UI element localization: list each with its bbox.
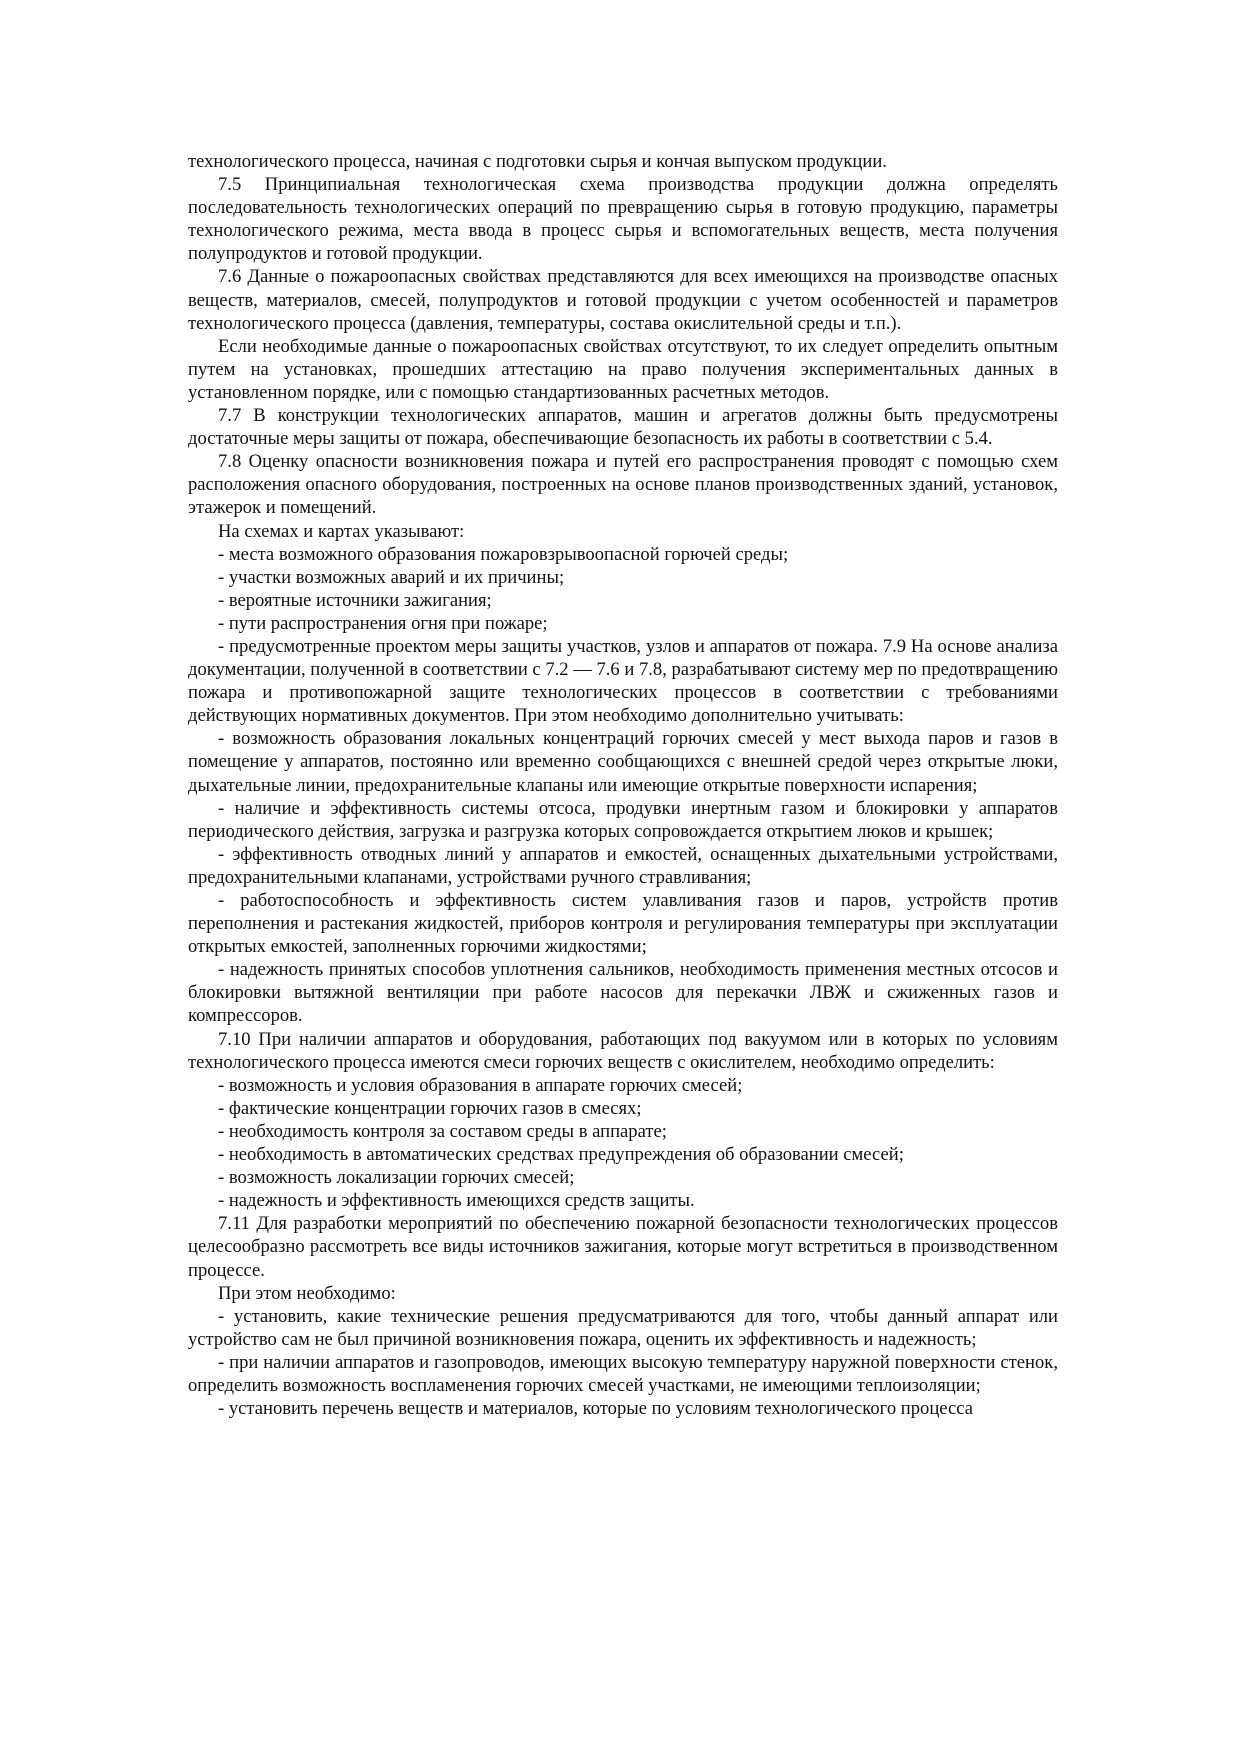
list-item: - вероятные источники зажигания;	[218, 589, 492, 611]
paragraph-necessary-intro: При этом необходимо:	[218, 1282, 396, 1304]
paragraph-7-11: 7.11 Для разработки мероприятий по обеспечению пожарной безопасности технологических процессов целесообразно рассмотреть все виды источников зажигания, которые могут встретиться в производственном процессе.	[188, 1213, 1058, 1281]
list-item: - фактические концентрации горючих газов в смесях;	[218, 1097, 642, 1119]
list-item: - установить, какие технические решения предусматриваются для того, чтобы данный аппарат или устройство сам не был причиной возникновения пожара, оценить их эффективность и надежность;	[188, 1305, 1058, 1350]
paragraph-7-8: 7.8 Оценку опасности возникновения пожара и путей его распространения проводят с помощью схем расположения опасного оборудования, построенных на основе планов производственных зданий, установок, этажерок и помещений.	[188, 451, 1058, 519]
document-page	[188, 150, 1058, 1420]
list-item: - возможность и условия образования в аппарате горючих смесей;	[218, 1074, 743, 1096]
list-item: - установить перечень веществ и материалов, которые по условиям технологического процесса	[218, 1398, 973, 1420]
paragraph-continuation: технологического процесса, начиная с подготовки сырья и кончая выпуском продукции.	[188, 151, 887, 172]
list-item: - работоспособность и эффективность систем улавливания газов и паров, устройств против переполнения и растекания жидкостей, приборов контроля и регулирования температуры при эксплуатации открытых емкостей, заполненных горючими жидкостями;	[188, 890, 1058, 958]
list-item: - предусмотренные проектом меры защиты участков, узлов и аппаратов от пожара. 7.9 На основе анализа документации, полученной в соответствии с 7.2 — 7.6 и 7.8, разрабатывают систему мер по предотвращению пожара и противопожарной защите технологических процессов в соответствии с требованиями действующих нормативных документов. При этом необходимо дополнительно учитывать:	[188, 635, 1058, 727]
paragraph-7-7: 7.7 В конструкции технологических аппаратов, машин и агрегатов должны быть предусмотрены достаточные меры защиты от пожара, обеспечивающие безопасность их работы в соответствии с 5.4.	[188, 405, 1058, 450]
paragraph-7-5: 7.5 Принципиальная технологическая схема производства продукции должна определять последовательность технологических операций по превращению сырья в готовую продукцию, параметры технологического режима, места ввода в процесс сырья и вспомогательных веществ, места получения полупродуктов и готовой продукции.	[188, 174, 1058, 265]
list-item: - необходимость контроля за составом среды в аппарате;	[218, 1120, 667, 1142]
list-item: - участки возможных аварий и их причины;	[218, 566, 565, 588]
list-item: - надежность принятых способов уплотнения сальников, необходимость применения местных отсосов и блокировки вытяжной вентиляции при работе насосов для перекачки ЛВЖ и сжиженных газов и компрессоров.	[188, 959, 1058, 1027]
paragraph-7-10: 7.10 При наличии аппаратов и оборудования, работающих под вакуумом или в которых по условиям технологического процесса имеются смеси горючих веществ с окислителем, необходимо определить:	[188, 1028, 1058, 1073]
paragraph-schemes-intro: На схемах и картах указывают:	[218, 520, 465, 542]
list-item: - наличие и эффективность системы отсоса, продувки инертным газом и блокировки у аппаратов периодического действия, загрузка и разгрузка которых сопровождается открытием люков и крышек;	[188, 797, 1058, 842]
list-item: - необходимость в автоматических средствах предупреждения об образовании смесей;	[218, 1144, 904, 1166]
list-item: - возможность локализации горючих смесей;	[218, 1167, 575, 1189]
paragraph-missing-data: Если необходимые данные о пожароопасных свойствах отсутствуют, то их следует определить опытным путем на установках, прошедших аттестацию на право получения экспериментальных данных в установленном порядке, или с помощью стандартизованных расчетных методов.	[188, 335, 1058, 403]
list-item: - эффективность отводных линий у аппаратов и емкостей, оснащенных дыхательными устройствами, предохранительными клапанами, устройствами ручного стравливания;	[188, 843, 1058, 888]
list-item: - надежность и эффективность имеющихся средств защиты.	[218, 1190, 695, 1212]
list-item: - пути распространения огня при пожаре;	[218, 612, 548, 634]
paragraph-7-6: 7.6 Данные о пожароопасных свойствах представляются для всех имеющихся на производстве опасных веществ, материалов, смесей, полупродуктов и готовой продукции с учетом особенностей и параметров технологического процесса (давления, температуры, состава окислительной среды и т.п.).	[188, 266, 1058, 334]
list-item: - при наличии аппаратов и газопроводов, имеющих высокую температуру наружной поверхности стенок, определить возможность воспламенения горючих смесей участками, не имеющими теплоизоляции;	[188, 1351, 1058, 1396]
list-item: - возможность образования локальных концентраций горючих смесей у мест выхода паров и газов в помещение у аппаратов, постоянно или временно сообщающихся с внешней средой через открытые люки, дыхательные линии, предохранительные клапаны или имеющие открытые поверхности испарения;	[188, 728, 1058, 796]
list-item: - места возможного образования пожаровзрывоопасной горючей среды;	[218, 543, 789, 565]
